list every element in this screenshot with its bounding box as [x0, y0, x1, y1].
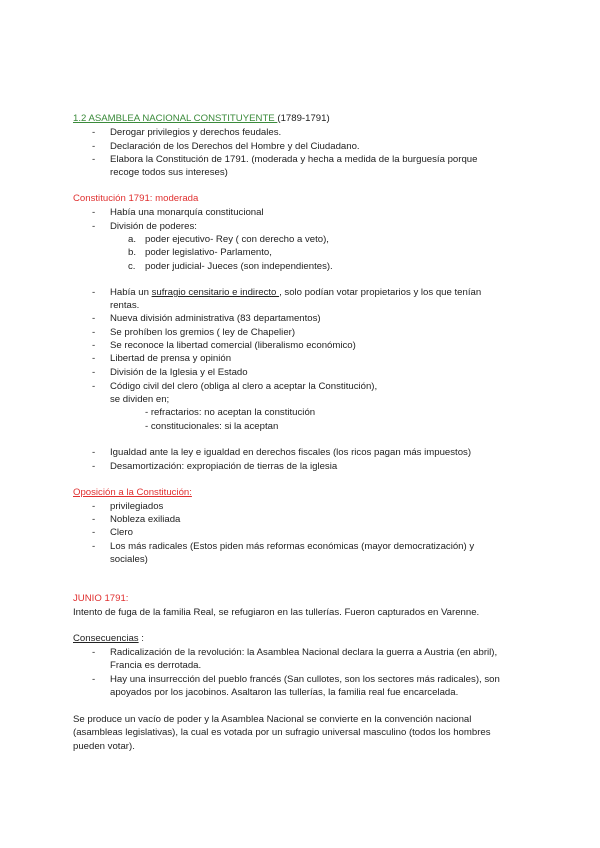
clergy-type: - constitucionales: si la aceptan — [145, 421, 279, 432]
power-item: poder legislativo- Parlamento, — [145, 247, 272, 258]
bullet-dash: - — [92, 287, 96, 298]
section-heading-constitucion: Constitución 1791: moderada — [73, 193, 199, 204]
bullet-dash: - — [92, 313, 96, 324]
bullet-dash: - — [92, 461, 96, 472]
list-item-suffrage: Había un sufragio censitario e indirecto , solo podían votar propietarios y los que tenían — [110, 287, 482, 298]
clergy-divided: se dividen en; — [110, 394, 170, 405]
closing-paragraph-line: pueden votar). — [73, 741, 135, 752]
bullet-dash: - — [92, 674, 96, 685]
list-item: Código civil del clero (obliga al clero a aceptar la Constitución), — [110, 381, 378, 392]
list-item: Desamortización: expropiación de tierras de la iglesia — [110, 461, 338, 472]
bullet-dash: - — [92, 127, 96, 138]
heading-link[interactable]: 1.2 ASAMBLEA NACIONAL CONSTITUYENTE — [73, 113, 278, 124]
list-item: Derogar privilegios y derechos feudales. — [110, 127, 282, 138]
bullet-dash: - — [92, 527, 96, 538]
list-item: Elabora la Constitución de 1791. (moderada y hecha a medida de la burguesía porque — [110, 154, 478, 165]
list-item: Los más radicales (Estos piden más reformas económicas (mayor democratización) y — [110, 541, 475, 552]
list-item: Se reconoce la libertad comercial (liberalismo económico) — [110, 340, 356, 351]
closing-paragraph-line: (asambleas legislativas), la cual es votada por un sufragio universal masculino (todos los hombres — [73, 727, 491, 738]
bullet-dash: - — [92, 353, 96, 364]
list-item: privilegiados — [110, 501, 164, 512]
list-item-continuation: rentas. — [110, 300, 140, 311]
suffrage-link[interactable]: sufragio censitario e indirecto — [151, 287, 280, 298]
list-item: Nueva división administrativa (83 departamentos) — [110, 313, 321, 324]
list-item-continuation: recoge todos sus intereses) — [110, 167, 228, 178]
bullet-dash: - — [92, 207, 96, 218]
list-item: Declaración de los Derechos del Hombre y del Ciudadano. — [110, 141, 360, 152]
bullet-dash: - — [92, 447, 96, 458]
bullet-dash: - — [92, 514, 96, 525]
paragraph-fuga: Intento de fuga de la familia Real, se refugiaron en las tullerías. Fueron capturados en Varenne. — [73, 607, 480, 618]
list-item: Radicalización de la revolución: la Asamblea Nacional declara la guerra a Austria (en abril), — [110, 647, 498, 658]
bullet-dash: - — [92, 154, 96, 165]
list-item: Clero — [110, 527, 133, 538]
list-item: Había una monarquía constitucional — [110, 207, 264, 218]
power-item: poder ejecutivo- Rey ( con derecho a veto), — [145, 234, 329, 245]
list-item: División de poderes: — [110, 221, 197, 232]
section-heading-asamblea — [73, 113, 330, 125]
bullet-dash: - — [92, 327, 96, 338]
list-item-continuation: apoyados por los jacobinos. Asaltaron las tullerías, la familia real fue encarcelada. — [110, 687, 459, 698]
consequences-label: Consecuencias — [73, 633, 139, 644]
list-item: División de la Iglesia y el Estado — [110, 367, 248, 378]
list-item-continuation: sociales) — [110, 554, 148, 565]
bullet-dash: - — [92, 221, 96, 232]
power-letter: b. — [128, 247, 137, 258]
closing-paragraph-line: Se produce un vacío de poder y la Asamblea Nacional se convierte en la convención nacional — [73, 714, 472, 725]
heading-years: (1789-1791) — [277, 113, 330, 124]
list-item-continuation: Francia es derrotada. — [110, 660, 202, 671]
bullet-dash: - — [92, 367, 96, 378]
bullet-dash: - — [92, 141, 96, 152]
consequences-heading: Consecuencias : — [73, 633, 144, 644]
bullet-dash: - — [92, 340, 96, 351]
bullet-dash: - — [92, 647, 96, 658]
list-item: Se prohíben los gremios ( ley de Chapelier) — [110, 327, 296, 338]
list-item: Hay una insurrección del pueblo francés (San cullotes, son los sectores más radicales), son — [110, 674, 500, 685]
power-letter: c. — [128, 261, 136, 272]
section-heading-junio: JUNIO 1791: — [73, 593, 129, 604]
clergy-type: - refractarios: no aceptan la constitución — [145, 407, 316, 418]
section-heading-oposicion: Oposición a la Constitución: — [73, 487, 192, 498]
power-item: poder judicial- Jueces (son independientes). — [145, 261, 333, 272]
list-item: Libertad de prensa y opinión — [110, 353, 232, 364]
list-item: Nobleza exiliada — [110, 514, 181, 525]
bullet-dash: - — [92, 381, 96, 392]
bullet-dash: - — [92, 501, 96, 512]
power-letter: a. — [128, 234, 137, 245]
list-item: Igualdad ante la ley e igualdad en derechos fiscales (los ricos pagan más impuestos) — [110, 447, 472, 458]
bullet-dash: - — [92, 541, 96, 552]
